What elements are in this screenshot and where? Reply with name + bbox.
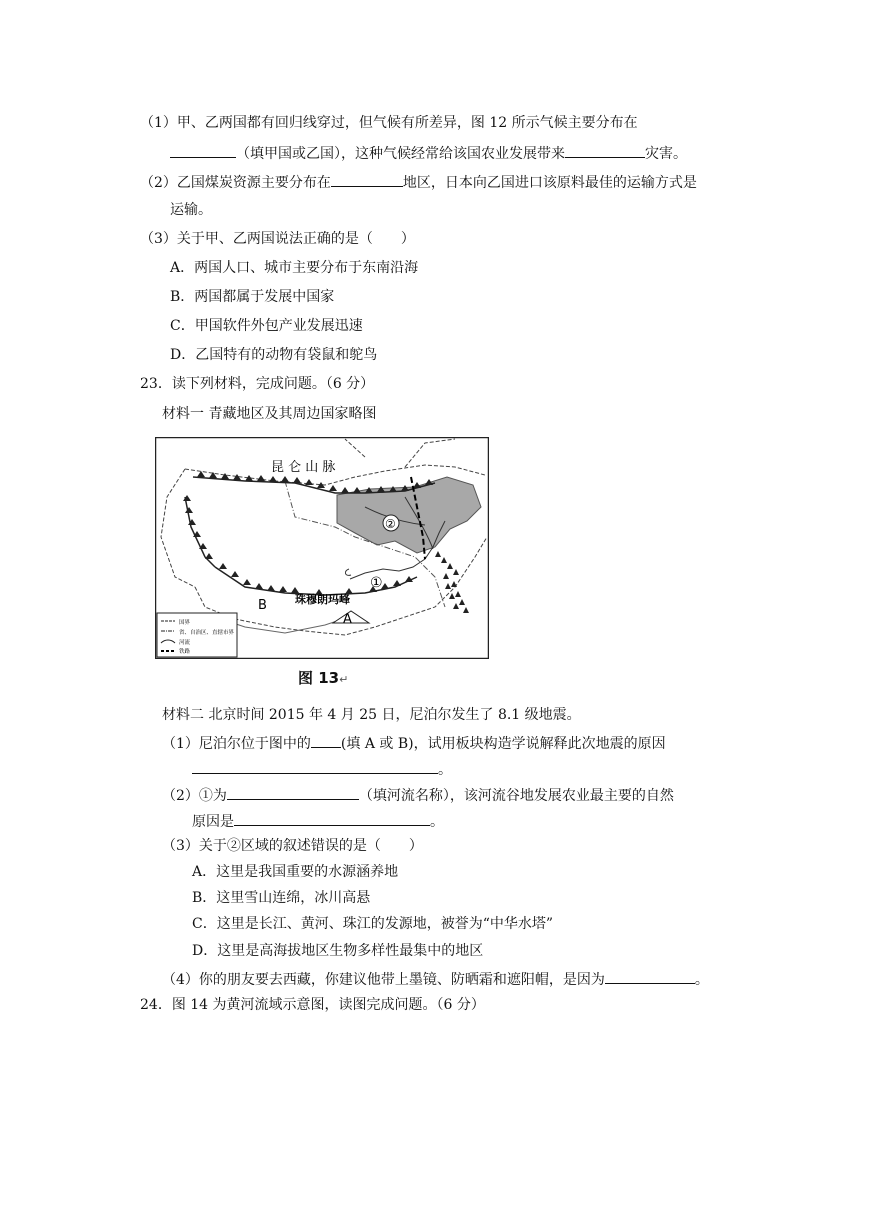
svg-text:铁路: 铁路 [179, 649, 191, 655]
svg-text:河流: 河流 [179, 640, 191, 646]
q24-title: 24．图 14 为黄河流域示意图，读图完成问题。（6 分） [140, 997, 485, 1013]
answer-blank[interactable] [605, 969, 695, 984]
answer-blank[interactable] [565, 143, 645, 158]
q22-option-b: B．两国都属于发展中国家 [170, 289, 335, 305]
figure-13-caption: 图 13↵ [298, 669, 349, 687]
answer-blank[interactable] [227, 785, 359, 800]
q23-sub1-line1: （1）尼泊尔位于图中的 (填 A 或 B)，试用板块构造学说解释此次地震的原因 [162, 733, 666, 753]
marker-2: ② [385, 517, 396, 531]
answer-blank[interactable] [192, 759, 438, 774]
qinghai-tibet-map [155, 437, 489, 659]
answer-blank[interactable] [170, 143, 236, 158]
q23-option-d: D．这里是高海拔地区生物多样性最集中的地区 [192, 943, 484, 959]
q23-sub1-line2: 。 [192, 759, 452, 779]
q22-sub3: （3）关于甲、乙两国说法正确的是（ ） [140, 231, 415, 247]
q23-title: 23．读下列材料，完成问题。（6 分） [140, 376, 375, 392]
svg-text:省、自治区、直辖市界: 省、自治区、直辖市界 [179, 630, 235, 636]
q22-sub1-line2: （填甲国或乙国），这种气候经常给该国农业发展带来 灾害。 [170, 143, 687, 163]
q23-option-b: B．这里雪山连绵，冰川高悬 [192, 890, 371, 906]
marker-1: ① [370, 575, 383, 591]
q23-option-c: C．这里是长江、黄河、珠江的发源地，被誉为“中华水塔” [192, 916, 554, 932]
q22-option-c: C．甲国软件外包产业发展迅速 [170, 318, 363, 334]
q23-sub4: （4）你的朋友要去西藏，你建议他带上墨镜、防晒霜和遮阳帽，是因为 。 [162, 969, 709, 989]
q22-option-d: D．乙国特有的动物有袋鼠和鸵鸟 [170, 347, 378, 363]
q22-sub2-line1: （2）乙国煤炭资源主要分布在 地区，日本向乙国进口该原料最佳的运输方式是 [140, 172, 697, 192]
q22-sub2-line2: 运输。 [170, 202, 212, 218]
svg-text:国界: 国界 [179, 620, 191, 626]
q23-sub3: （3）关于②区域的叙述错误的是（ ） [162, 838, 423, 854]
answer-blank[interactable] [234, 811, 430, 826]
label-a: A [343, 612, 352, 627]
q23-sub2-line1: （2）①为 （填河流名称），该河流谷地发展农业最主要的自然 [162, 785, 674, 805]
q22-sub1-line1: （1）甲、乙两国都有回归线穿过，但气候有所差异，图 12 所示气候主要分布在 [140, 115, 638, 131]
everest-label: 珠穆朗玛峰 [295, 593, 350, 606]
answer-blank[interactable] [331, 172, 403, 187]
label-b: B [258, 598, 267, 613]
answer-blank[interactable] [311, 733, 341, 748]
kunlun-label: 昆 仑 山 脉 [271, 460, 336, 475]
q23-sub2-line2: 原因是 。 [192, 811, 444, 831]
q23-material1: 材料一 青藏地区及其周边国家略图 [162, 406, 377, 422]
q23-option-a: A．这里是我国重要的水源涵养地 [192, 864, 399, 880]
q22-option-a: A．两国人口、城市主要分布于东南沿海 [170, 260, 419, 276]
q23-material2: 材料二 北京时间 2015 年 4 月 25 日，尼泊尔发生了 8.1 级地震。 [162, 707, 581, 723]
